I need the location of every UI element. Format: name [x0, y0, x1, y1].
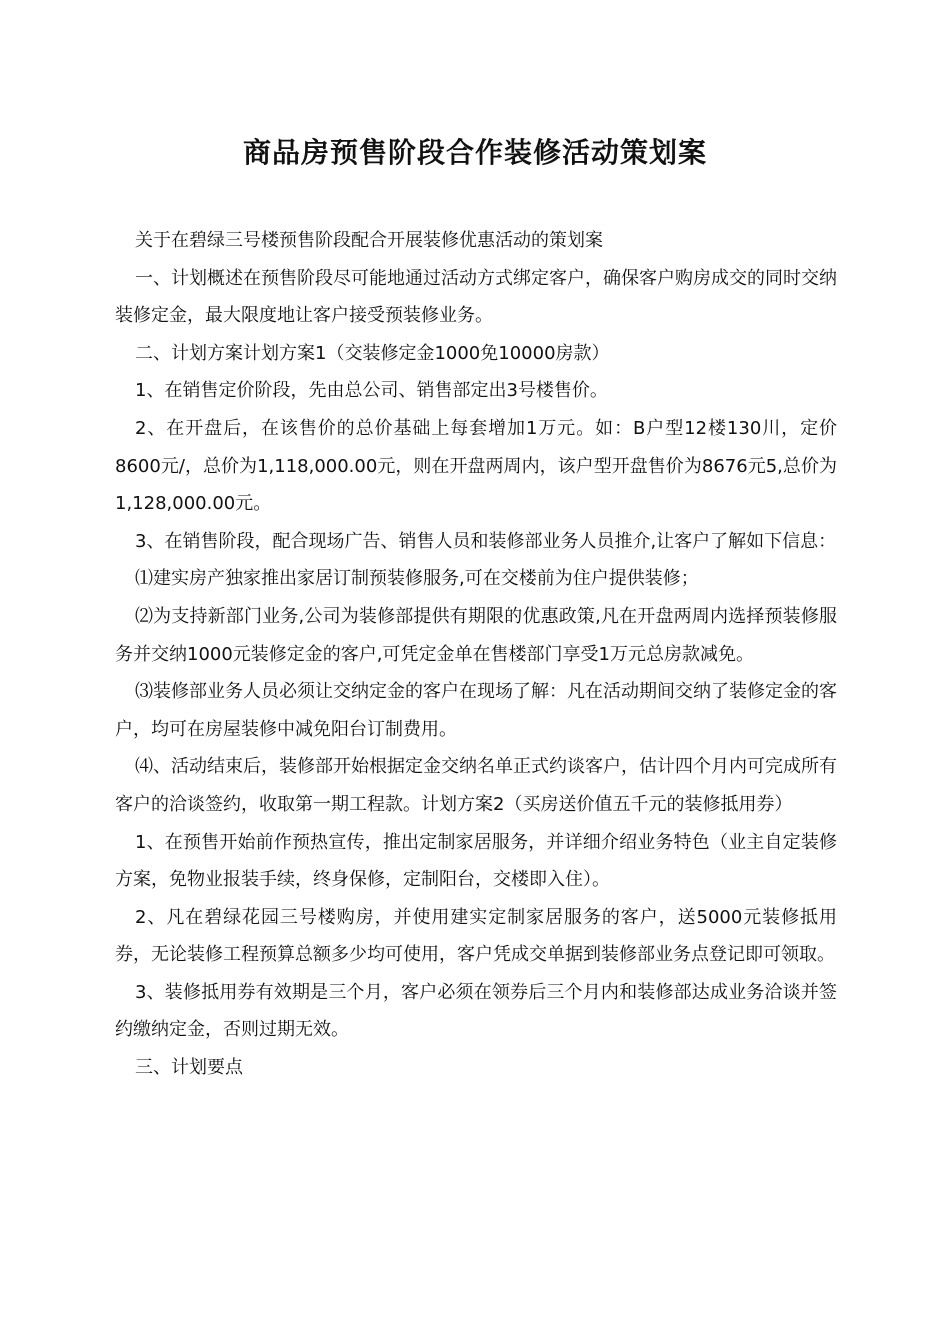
section-3-heading: 三、计划要点 — [135, 1057, 243, 1079]
section-2-heading: 二、计划方案计划方案1（交装修定金1000免10000房款） — [135, 342, 610, 364]
document-body — [115, 222, 837, 1087]
section-1-overview: 一、计划概述在预售阶段尽可能地通过活动方式绑定客户，确保客户购房成交的同时交纳装修定金，最大限度地让客户接受预装修业务。 — [115, 267, 837, 327]
plan1-item-2: 2、在开盘后，在该售价的总价基础上每套增加1万元。如：B户型12楼130川，定价8600元/，总价为1,118,000.00元，则在开盘两周内，该户型开盘售价为8676元5,总价为1,128,000.00元。 — [115, 417, 837, 515]
plan1-subitem-1: ⑴建实房产独家推出家居订制预装修服务,可在交楼前为住户提供装修； — [135, 568, 699, 590]
plan2-item-2: 2、凡在碧绿花园三号楼购房，并使用建实定制家居服务的客户，送5000元装修抵用券，无论装修工程预算总额多少均可使用，客户凭成交单据到装修部业务点登记即可领取。 — [115, 906, 837, 966]
plan1-item-3: 3、在销售阶段，配合现场广告、销售人员和装修部业务人员推介,让客户了解如下信息： — [135, 530, 837, 552]
plan1-subitem-2: ⑵为支持新部门业务,公司为装修部提供有期限的优惠政策,凡在开盘两周内选择预装修服务并交纳1000元装修定金的客户,可凭定金单在售楼部门享受1万元总房款减免。 — [115, 605, 837, 665]
plan1-item-1: 1、在销售定价阶段，先由总公司、销售部定出3号楼售价。 — [135, 380, 608, 402]
plan2-item-1: 1、在预售开始前作预热宣传，推出定制家居服务，并详细介绍业务特色（业主自定装修方案，免物业报装手续，终身保修，定制阳台，交楼即入住）。 — [115, 831, 837, 891]
plan1-subitem-3: ⑶装修部业务人员必须让交纳定金的客户在现场了解：凡在活动期间交纳了装修定金的客户，均可在房屋装修中减免阳台订制费用。 — [115, 681, 837, 740]
plan1-subitem-4: ⑷、活动结束后，装修部开始根据定金交纳名单正式约谈客户，估计四个月内可完成所有客户的洽谈签约，收取第一期工程款。计划方案2（买房送价值五千元的装修抵用券） — [115, 756, 837, 815]
intro-paragraph: 关于在碧绿三号楼预售阶段配合开展装修优惠活动的策划案 — [135, 230, 603, 251]
plan2-item-3: 3、装修抵用券有效期是三个月，客户必须在领券后三个月内和装修部达成业务洽谈并签约缴纳定金，否则过期无效。 — [115, 981, 837, 1041]
document-title: 商品房预售阶段合作装修活动策划案 — [242, 136, 707, 169]
